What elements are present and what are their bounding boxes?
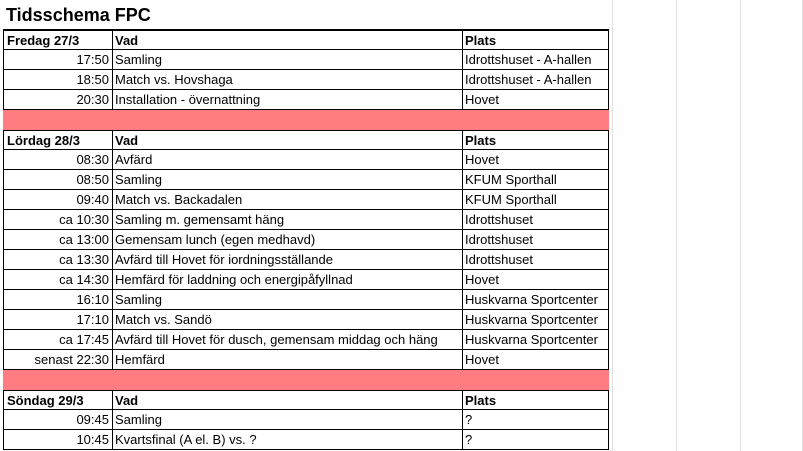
gridline: [676, 0, 677, 451]
what-cell: Kvartsfinal (A el. B) vs. ?: [115, 432, 257, 447]
table-row[interactable]: [3, 50, 609, 70]
gridline: [740, 0, 741, 451]
table-row[interactable]: [3, 70, 609, 90]
section-header-row[interactable]: [3, 130, 609, 150]
sheet-title: Tidsschema FPC: [6, 5, 151, 25]
time-cell: 10:45: [76, 432, 109, 447]
table-row[interactable]: [3, 410, 609, 430]
where-cell: Hovet: [465, 152, 499, 167]
table-row[interactable]: [3, 210, 609, 230]
column-header-where: Plats: [465, 133, 497, 148]
table-row[interactable]: [3, 150, 609, 170]
what-cell: Match vs. Hovshaga: [115, 72, 233, 87]
where-cell: Hovet: [465, 352, 499, 367]
time-cell: 17:10: [76, 312, 109, 327]
time-cell: ca 17:45: [59, 332, 109, 347]
time-cell: 18:50: [76, 72, 109, 87]
gridline: [612, 0, 613, 451]
table-row[interactable]: [3, 230, 609, 250]
table-row[interactable]: [3, 190, 609, 210]
where-cell: Idrottshuset - A-hallen: [465, 72, 592, 87]
column-header-what: Vad: [115, 393, 139, 408]
where-cell: Idrottshuset: [465, 252, 533, 267]
what-cell: Match vs. Backadalen: [115, 192, 243, 207]
where-cell: ?: [465, 432, 473, 447]
where-cell: Huskvarna Sportcenter: [465, 292, 598, 307]
table-row[interactable]: [3, 290, 609, 310]
day-header: Söndag 29/3: [7, 393, 84, 408]
section-separator: [3, 370, 609, 390]
where-cell: ?: [465, 412, 473, 427]
time-cell: ca 10:30: [59, 212, 109, 227]
where-cell: Idrottshuset - A-hallen: [465, 52, 592, 67]
section-header-row[interactable]: [3, 30, 609, 50]
time-cell: 09:45: [76, 412, 109, 427]
table-row[interactable]: [3, 350, 609, 370]
section-header-row[interactable]: [3, 390, 609, 410]
what-cell: Samling: [115, 52, 162, 67]
where-cell: Huskvarna Sportcenter: [465, 332, 598, 347]
what-cell: Samling: [115, 292, 162, 307]
what-cell: Hemfärd: [115, 352, 165, 367]
where-cell: Hovet: [465, 272, 499, 287]
what-cell: Match vs. Sandö: [115, 312, 212, 327]
table-row[interactable]: [3, 430, 609, 450]
what-cell: Samling: [115, 412, 162, 427]
table-row[interactable]: [3, 270, 609, 290]
column-header-what: Vad: [115, 33, 139, 48]
time-cell: ca 13:00: [59, 232, 109, 247]
column-header-where: Plats: [465, 33, 497, 48]
time-cell: 09:40: [76, 192, 109, 207]
table-row[interactable]: [3, 90, 609, 110]
where-cell: Huskvarna Sportcenter: [465, 312, 598, 327]
what-cell: Avfärd: [115, 152, 153, 167]
what-cell: Samling m. gemensamt häng: [115, 212, 285, 227]
table-row[interactable]: [3, 170, 609, 190]
what-cell: Installation - övernattning: [115, 92, 261, 107]
where-cell: Idrottshuset: [465, 232, 533, 247]
where-cell: KFUM Sporthall: [465, 192, 557, 207]
what-cell: Avfärd till Hovet för iordningsställande: [115, 252, 333, 267]
title-row[interactable]: [3, 0, 609, 30]
time-cell: 08:30: [76, 152, 109, 167]
table-row[interactable]: [3, 330, 609, 350]
what-cell: Avfärd till Hovet för dusch, gemensam middag och häng: [115, 332, 438, 347]
section-separator: [3, 110, 609, 130]
table-row[interactable]: [3, 250, 609, 270]
what-cell: Hemfärd för laddning och energipåfyllnad: [115, 272, 353, 287]
time-cell: ca 14:30: [59, 272, 109, 287]
time-cell: 08:50: [76, 172, 109, 187]
where-cell: KFUM Sporthall: [465, 172, 557, 187]
what-cell: Samling: [115, 172, 162, 187]
table-row[interactable]: [3, 310, 609, 330]
time-cell: 16:10: [76, 292, 109, 307]
column-header-where: Plats: [465, 393, 497, 408]
where-cell: Idrottshuset: [465, 212, 533, 227]
day-header: Fredag 27/3: [7, 33, 80, 48]
what-cell: Gemensam lunch (egen medhavd): [115, 232, 316, 247]
time-cell: senast 22:30: [34, 352, 109, 367]
column-header-what: Vad: [115, 133, 139, 148]
time-cell: 17:50: [76, 52, 109, 67]
time-cell: 20:30: [76, 92, 109, 107]
time-cell: ca 13:30: [59, 252, 109, 267]
where-cell: Hovet: [465, 92, 499, 107]
day-header: Lördag 28/3: [7, 133, 80, 148]
